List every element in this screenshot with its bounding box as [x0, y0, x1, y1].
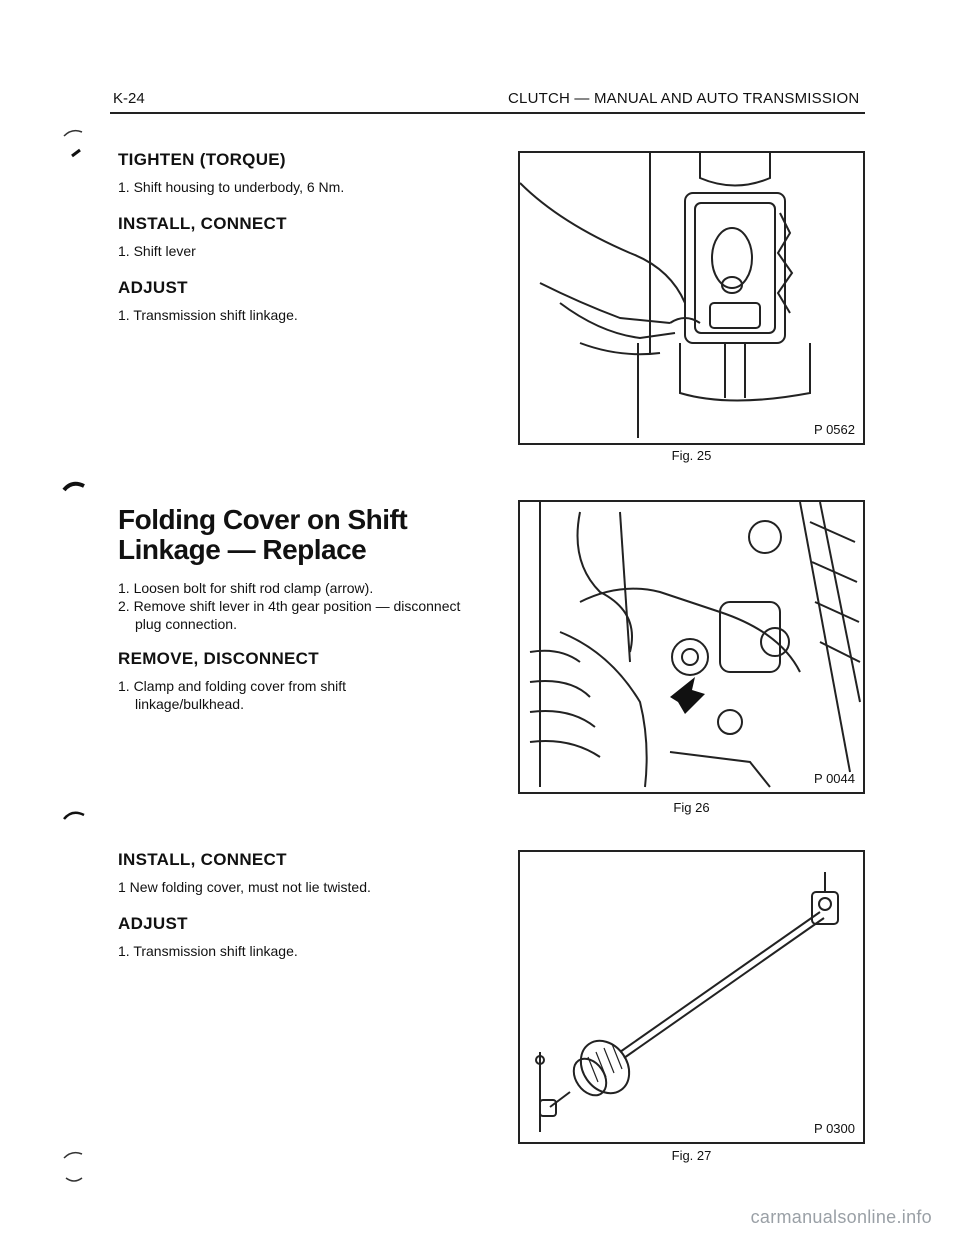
adjust-heading: ADJUST [118, 278, 188, 297]
margin-mark-icon [60, 478, 90, 494]
figure-caption: Fig 26 [673, 800, 710, 815]
install-step: 1. Shift lever [118, 243, 196, 259]
replace-step-1: 1. Loosen bolt for shift rod clamp (arrow). [118, 580, 374, 596]
bottom-section [118, 850, 478, 960]
remove-heading: REMOVE, DISCONNECT [118, 649, 319, 668]
watermark: carmanualsonline.info [750, 1207, 932, 1227]
shift-linkage-rod-illustration-icon [520, 852, 863, 1142]
adjust-step: 1. Transmission shift linkage. [118, 307, 298, 323]
replace-section [118, 505, 468, 713]
install-heading: INSTALL, CONNECT [118, 214, 287, 233]
margin-mark-icon [60, 807, 90, 823]
tighten-heading: TIGHTEN (TORQUE) [118, 150, 286, 169]
figure-26 [518, 500, 865, 794]
figure-27 [518, 850, 865, 1144]
adjust-heading-2: ADJUST [118, 914, 188, 933]
replace-step-2: 2. Remove shift lever in 4th gear position — disconnect plug connection. [118, 598, 461, 632]
page-number: K-24 [113, 90, 145, 107]
running-title: CLUTCH — MANUAL AND AUTO TRANSMISSION [508, 90, 860, 107]
section-title-line2: Linkage — Replace [118, 534, 367, 565]
figure-code: P 0300 [814, 1121, 855, 1136]
install-step-2: 1 New folding cover, must not lie twisted. [118, 879, 371, 895]
section-title-line1: Folding Cover on Shift [118, 504, 408, 535]
tighten-step: 1. Shift housing to underbody, 6 Nm. [118, 179, 345, 195]
margin-mark-icon [60, 1148, 90, 1188]
margin-mark-icon [60, 128, 90, 160]
top-section [118, 150, 478, 324]
header-rule [110, 112, 865, 114]
figure-caption: Fig. 25 [671, 448, 712, 463]
install-heading-2: INSTALL, CONNECT [118, 850, 287, 869]
shift-rod-clamp-illustration-icon [520, 502, 863, 792]
figure-code: P 0562 [814, 422, 855, 437]
figure-caption: Fig. 27 [671, 1148, 712, 1163]
figure-code: P 0044 [814, 771, 855, 786]
figure-25 [518, 151, 865, 445]
shift-housing-illustration-icon [520, 153, 863, 443]
remove-step: 1. Clamp and folding cover from shift linkage/bulkhead. [118, 678, 346, 712]
adjust-step-2: 1. Transmission shift linkage. [118, 943, 298, 959]
